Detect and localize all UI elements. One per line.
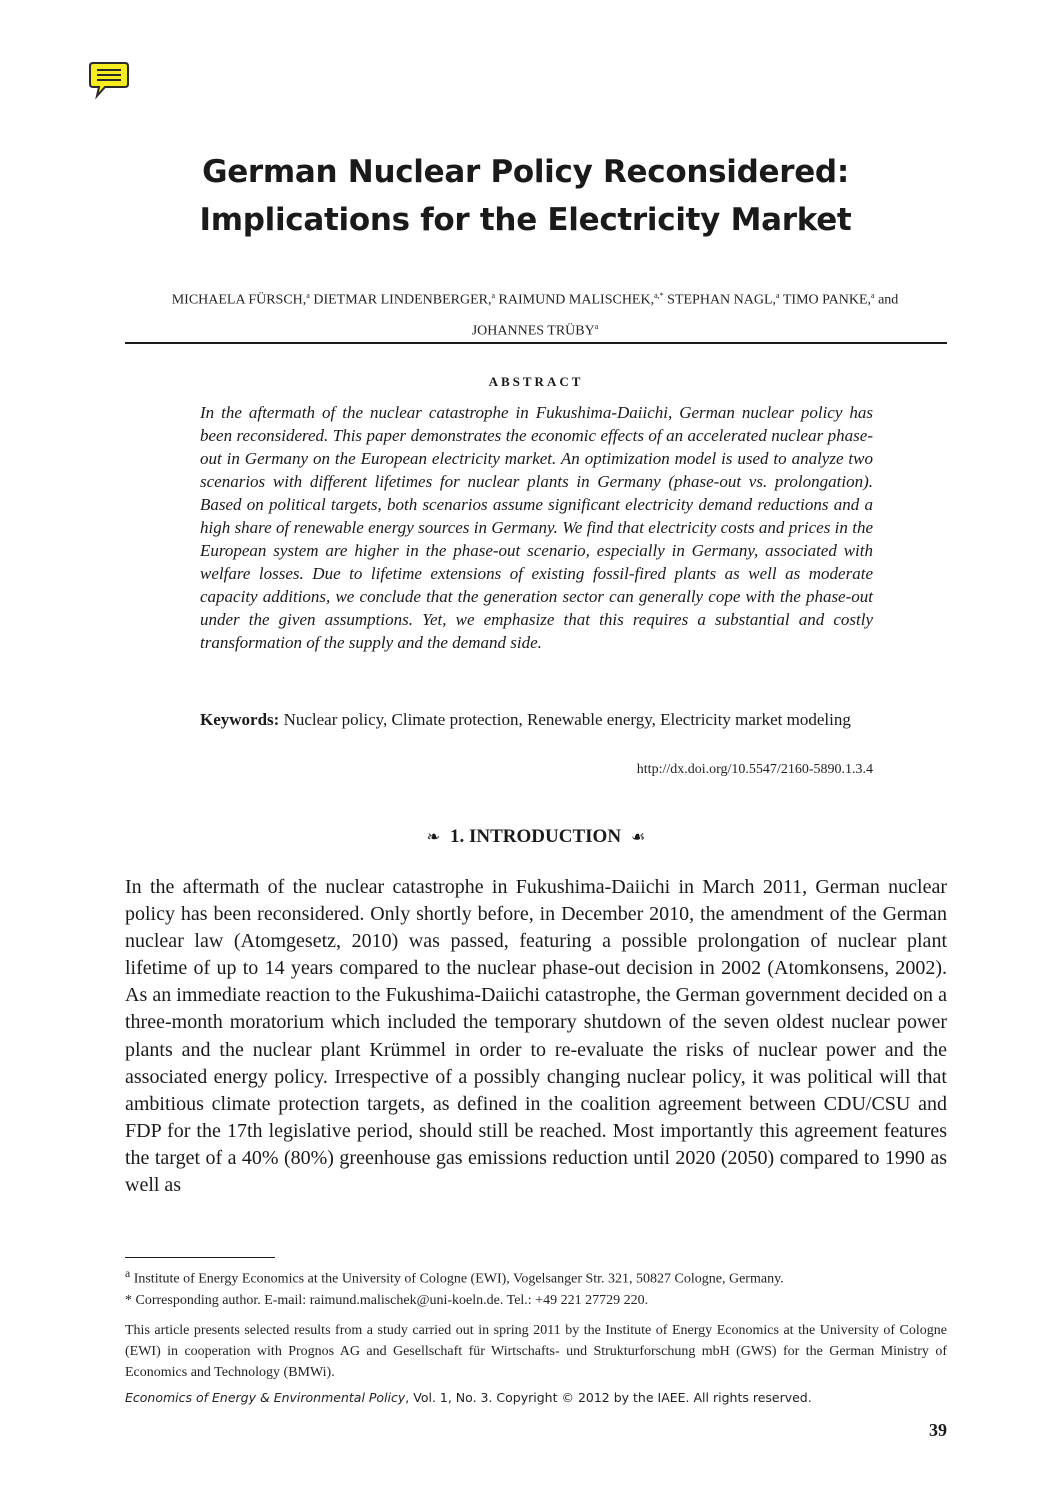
keywords-text: Nuclear policy, Climate protection, Renewable energy, Electricity market modeling: [283, 710, 851, 729]
doi-link[interactable]: http://dx.doi.org/10.5547/2160-5890.1.3.4: [636, 762, 873, 777]
journal-citation: [125, 1387, 947, 1408]
keywords-label: Keywords:: [200, 710, 280, 729]
footnote-marker: a: [125, 1267, 131, 1280]
author-name: TIMO PANKE,: [782, 292, 872, 308]
author-affiliation-mark: a: [491, 291, 496, 300]
abstract-heading: ABSTRACT: [488, 374, 584, 389]
footnote-affiliation: [125, 1263, 947, 1290]
author-conjunction: and: [878, 292, 899, 308]
abstract-text: In the aftermath of the nuclear catastrophe in Fukushima-Daiichi, German nuclear policy has been reconsidered. This paper demonstrates the economic effects of an accelerated nuclear phase-out in Germany on the European electricity market. An optimization model is used to analyze two scenarios with different lifetimes for nuclear plants in Germany (phase-out vs. prolongation). Based on political targets, both scenarios assume significant electricity demand reductions and a high share of renewable energy sources in Germany. We find that electricity costs and prices in the European system are higher in the phase-out scenario, especially in Germany, associated with welfare losses. Due to lifetime extensions of existing fossil-fired plants as well as moderate capacity additions, we conclude that the generation sector can generally cope with the phase-out under the given assumptions. Yet, we emphasize that this requires a substantial and costly transformation of the supply and the demand side.: [200, 403, 873, 652]
ornament-left-icon: ❧: [426, 829, 441, 846]
journal-copyright: , Vol. 1, No. 3. Copyright © 2012 by the IAEE. All rights reserved.: [405, 1389, 812, 1405]
footnote-corresponding-author: * Corresponding author. E-mail: raimund.malischek@uni-koeln.de. Tel.: +49 221 27729 220.: [125, 1292, 649, 1308]
author-affiliation-mark: a: [306, 291, 310, 300]
footnote-study-note: This article presents selected results from a study carried out in spring 2011 by the Institute of Energy Economics at the University of Cologne (EWI) in cooperation with Prognos AG and Gesellschaft für Wirtschafts- und Strukturforschung mbH (GWS) for the German Ministry of Economics and Technology (BMWi).: [125, 1322, 947, 1380]
section-title: 1. INTRODUCTION: [450, 826, 622, 847]
section-heading-introduction: [0, 826, 1051, 848]
author-affiliation-mark: a,*: [654, 291, 664, 300]
author-name: STEPHAN NAGL,: [667, 292, 777, 308]
title-line-2: Implications for the Electricity Market: [199, 202, 852, 238]
author-name: MICHAELA FÜRSCH,: [171, 292, 307, 308]
title-divider: [125, 342, 947, 344]
footnotes: [125, 1263, 947, 1408]
author-affiliation-mark: a: [594, 321, 599, 331]
author-name: JOHANNES TRÜBY: [471, 323, 595, 339]
author-name: DIETMAR LINDENBERGER,: [313, 292, 492, 308]
author-affiliation-mark: a: [776, 291, 780, 300]
title-line-1: German Nuclear Policy Reconsidered:: [202, 154, 849, 190]
page-number: 39: [929, 1420, 947, 1440]
ornament-right-icon: ☙: [631, 829, 646, 846]
author-name: RAIMUND MALISCHEK,: [498, 292, 655, 308]
paper-title: [0, 148, 1051, 244]
journal-name: Economics of Energy & Environmental Policy: [125, 1389, 406, 1405]
comment-note-icon[interactable]: [88, 60, 130, 100]
author-affiliation-mark: a: [871, 291, 875, 300]
introduction-paragraph: In the aftermath of the nuclear catastrophe in Fukushima-Daiichi in March 2011, German nuclear policy has been reconsidered. Only shortly before, in December 2010, the amendment of the German nuclear law (Atomgesetz, 2010) was passed, featuring a possible prolongation of nuclear plant lifetime of up to 14 years compared to the nuclear phase-out decision in 2002 (Atomkonsens, 2002). As an immediate reaction to the Fukushima-Daiichi catastrophe, the German government decided on a three-month moratorium which included the temporary shutdown of the seven oldest nuclear power plants and the nuclear plant Krümmel in order to re-evaluate the risks of nuclear power and the associated energy policy. Irrespective of a possibly changing nuclear policy, it was political will that ambitious climate protection targets, as defined in the coalition agreement between CDU/CSU and FDP for the 17th legislative period, should still be reached. Most importantly this agreement features the target of a 40% (80%) greenhouse gas emissions reduction until 2020 (2050) compared to 1990 as well as: [125, 876, 947, 1197]
footnote-affiliation-text: Institute of Energy Economics at the University of Cologne (EWI), Vogelsanger Str. 321, 50827 Cologne, Germany.: [133, 1271, 784, 1287]
author-list: [120, 283, 950, 344]
footnote-divider: [125, 1257, 275, 1258]
keywords: [200, 708, 873, 731]
